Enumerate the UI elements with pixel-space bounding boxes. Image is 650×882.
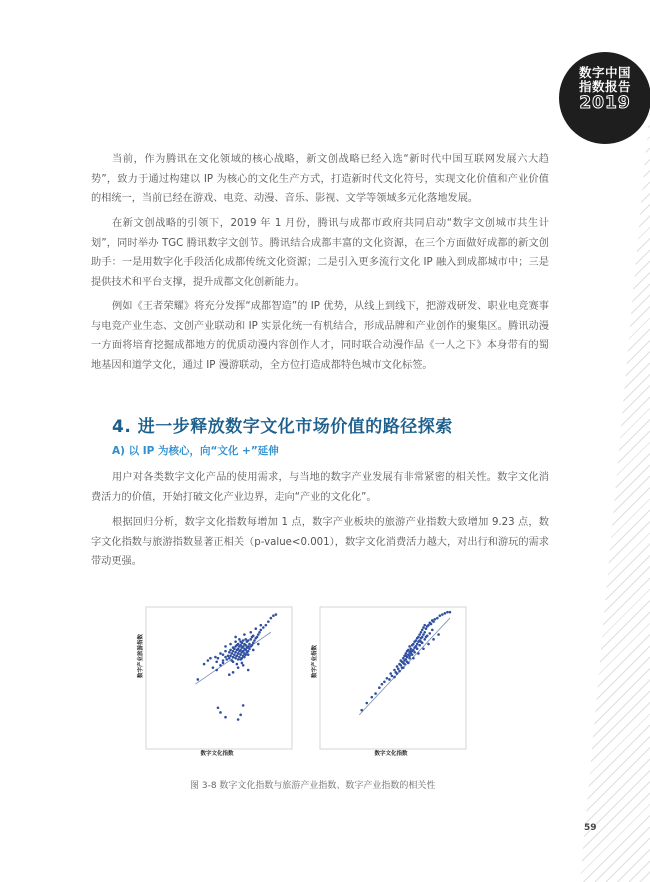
scatter-point xyxy=(247,653,250,656)
scatter-point xyxy=(402,657,405,660)
scatter-point xyxy=(257,633,260,636)
scatter-point xyxy=(222,653,225,656)
badge-title-line2: 指数报告 xyxy=(578,79,631,94)
scatter-point xyxy=(251,644,254,647)
scatter-point xyxy=(420,631,423,634)
scatter-point xyxy=(415,639,418,642)
scatter-point xyxy=(203,663,206,666)
scatter-point xyxy=(232,656,235,659)
paragraph-5: 根据回归分析，数字文化指数每增加 1 点，数字产业板块的旅游产业指数大致增加 9.23 点，数字文化指数与旅游指数显著正相关（p-value<0.001），数字文化消费活力越大，对出行和游玩的需求带动更强。 xyxy=(91,517,549,567)
scatter-point xyxy=(248,647,251,650)
scatter-point xyxy=(399,659,402,662)
scatter-point xyxy=(437,633,440,636)
scatter-point xyxy=(405,658,408,661)
scatter-point xyxy=(249,631,252,634)
scatter-point xyxy=(402,666,405,669)
report-badge xyxy=(559,52,650,144)
scatter-point xyxy=(242,639,245,642)
scatter-point xyxy=(234,636,237,639)
scatter-point xyxy=(224,656,227,659)
scatter-point xyxy=(441,613,444,616)
scatter-point xyxy=(237,652,240,655)
scatter-point xyxy=(237,666,240,669)
badge-year: 2019 xyxy=(579,93,631,113)
scatter-point xyxy=(381,683,384,686)
scatter-point xyxy=(256,636,259,639)
scatter-point xyxy=(360,709,363,712)
scatter-point xyxy=(436,617,439,620)
scatter-point xyxy=(396,672,399,675)
scatter-point xyxy=(444,612,447,615)
scatter-point xyxy=(237,647,240,650)
scatter-point xyxy=(257,643,260,646)
scatter-point xyxy=(416,643,419,646)
scatter-point xyxy=(232,671,235,674)
scatter-point xyxy=(252,649,255,652)
scatter-point xyxy=(228,651,231,654)
scatter-point xyxy=(389,672,392,675)
scatter-point xyxy=(219,652,222,655)
scatter-point xyxy=(434,618,437,621)
scatter-point xyxy=(242,650,245,653)
scatter-point xyxy=(217,657,220,660)
chart-frame xyxy=(146,607,292,749)
scatter-point xyxy=(242,664,245,667)
scatter-point xyxy=(272,614,275,617)
scatter-point xyxy=(229,655,232,658)
scatter-point xyxy=(427,624,430,627)
scatter-point xyxy=(421,636,424,639)
scatter-plot-tourism xyxy=(138,603,296,761)
scatter-point xyxy=(427,643,430,646)
scatter-point xyxy=(416,647,419,650)
scatter-point xyxy=(233,653,236,656)
scatter-point xyxy=(228,657,231,660)
scatter-point xyxy=(241,662,244,665)
scatter-point xyxy=(215,669,218,672)
scatter-point xyxy=(439,614,442,617)
scatter-point xyxy=(449,611,452,614)
scatter-point xyxy=(248,643,251,646)
scatter-point xyxy=(399,664,402,667)
scatter-point xyxy=(238,656,241,659)
scatter-point xyxy=(393,669,396,672)
scatter-point xyxy=(386,677,389,680)
scatter-point xyxy=(229,643,232,646)
scatter-point xyxy=(432,638,435,641)
scatter-point xyxy=(403,663,406,666)
scatter-point xyxy=(391,675,394,678)
scatter-point xyxy=(265,624,268,627)
scatter-point xyxy=(247,645,250,648)
scatter-point xyxy=(244,649,247,652)
scatter-point xyxy=(408,655,411,658)
scatter-point xyxy=(408,645,411,648)
scatter-point xyxy=(275,613,278,616)
scatter-point xyxy=(215,660,218,663)
scatter-point xyxy=(234,651,237,654)
scatter-point xyxy=(239,714,242,717)
scatter-point xyxy=(417,652,420,655)
scatter-point xyxy=(222,659,225,662)
scatter-point xyxy=(410,647,413,650)
chart-left-x-label: 数字文化指数 xyxy=(200,751,234,757)
badge-title-line1: 数字中国 xyxy=(578,65,631,80)
scatter-point xyxy=(236,663,239,666)
scatter-point xyxy=(243,656,246,659)
scatter-point xyxy=(224,645,227,648)
scatter-point xyxy=(249,638,252,641)
scatter-point xyxy=(365,702,368,705)
chart-frame xyxy=(320,607,466,749)
scatter-point xyxy=(237,658,240,661)
scatter-point xyxy=(418,644,421,647)
scatter-point xyxy=(267,620,270,623)
scatter-point xyxy=(244,653,247,656)
scatter-point xyxy=(225,658,228,661)
scatter-point xyxy=(238,638,241,641)
scatter-point xyxy=(421,629,424,632)
scatter-point xyxy=(222,662,225,665)
scatter-point xyxy=(417,636,420,639)
scatter-point xyxy=(232,660,235,663)
scatter-point xyxy=(217,706,220,709)
chart-right-y-label: 数字产业指数 xyxy=(312,644,318,678)
scatter-point xyxy=(407,662,410,665)
scatter-point xyxy=(383,681,386,684)
scatter-point xyxy=(243,633,246,636)
scatter-point xyxy=(260,629,263,632)
scatter-point xyxy=(219,664,222,667)
scatter-point xyxy=(411,653,414,656)
scatter-point xyxy=(239,658,242,661)
scatter-point xyxy=(412,657,415,660)
scatter-point xyxy=(212,666,215,669)
scatter-point xyxy=(234,640,237,643)
scatter-point xyxy=(412,649,415,652)
paragraph-4: 用户对各类数字文化产品的使用需求，与当地的数字产业发展有非常紧密的相关性。数字文化消费活力的价值，开始打破文化产业边界，走向“产业的文化化”。 xyxy=(91,472,549,503)
scatter-point xyxy=(413,651,416,654)
scatter-point xyxy=(260,624,263,627)
scatter-point xyxy=(207,659,210,662)
scatter-point xyxy=(425,636,428,639)
scatter-point xyxy=(242,704,245,707)
scatter-point xyxy=(224,650,227,653)
scatter-chart-tourism xyxy=(138,603,296,761)
scatter-point xyxy=(214,656,217,659)
scatter-point xyxy=(234,657,237,660)
scatter-point xyxy=(423,624,426,627)
scatter-point xyxy=(270,617,273,620)
scatter-point xyxy=(396,665,399,668)
scatter-point xyxy=(228,673,231,676)
scatter-point xyxy=(233,647,236,650)
scatter-point xyxy=(252,642,255,645)
scatter-point xyxy=(432,620,435,623)
scatter-point xyxy=(430,623,433,626)
scatter-point xyxy=(231,652,234,655)
scatter-point xyxy=(252,634,255,637)
scatter-point xyxy=(197,678,200,681)
scatter-point xyxy=(410,650,413,653)
scatter-point xyxy=(388,678,391,681)
scatter-point xyxy=(405,652,408,655)
scatter-point xyxy=(253,639,256,642)
paragraph-2: 在新文创战略的引领下，2019 年 1 月份，腾讯与成都市政府共同启动“数字文创城市共生计划”，同时举办 TGC 腾讯数字文创节。腾讯结合成都丰富的文化资源，在三个方面做好成都的新文创助手：一是用数字化手段活化成都传统文化资源；二是引入更多流行文化 IP 融入到成都城市中；三是提供技术和平台支撑，提升成都文化创新能力。 xyxy=(91,218,549,288)
paragraph-3: 例如《王者荣耀》将充分发挥“成都智造”的 IP 优势，从线上到线下，把游戏研发、职业电竞赛事与电竞产业生态、文创产业联动和 IP 实景化统一有机结合，形成品牌和产业创作的聚集区。腾讯动漫一方面将培育挖掘成都地方的优质动漫内容创作人才，同时联合动漫作品《一人之下》本身带有的蜀地基因和道学文化，通过 IP 漫游联动，全方位打造成都特色城市文化标签。 xyxy=(91,301,549,371)
chart-right-x-label: 数字文化指数 xyxy=(374,751,408,757)
scatter-point xyxy=(422,626,425,629)
scatter-point xyxy=(247,639,250,642)
scatter-point xyxy=(242,645,245,648)
paragraph-1: 当前，作为腾讯在文化领域的核心战略，新文创战略已经入选“新时代中国互联网发展六大趋势”，致力于通过构建以 IP 为核心的文化生产方式，打造新时代文化符号，实现文化价值和产业价值的相统一，当前已经在游戏、电竞、动漫、音乐、影视、文学等领域多元化落地发展。 xyxy=(91,154,549,204)
scatter-point xyxy=(239,649,242,652)
scatter-point xyxy=(420,640,423,643)
scatter-point xyxy=(239,644,242,647)
scatter-point xyxy=(378,686,381,689)
scatter-point xyxy=(262,626,265,629)
scatter-point xyxy=(254,627,257,630)
scatter-point xyxy=(425,627,428,630)
scatter-point xyxy=(422,647,425,650)
scatter-point xyxy=(405,655,408,658)
scatter-point xyxy=(418,633,421,636)
scatter-point xyxy=(415,645,418,648)
scatter-point xyxy=(227,655,230,658)
scatter-point xyxy=(244,638,247,641)
scatter-plot-digital-industry xyxy=(312,603,470,761)
trend-line xyxy=(359,618,450,715)
scatter-point xyxy=(241,642,244,645)
scatter-point xyxy=(423,631,426,634)
decorative-stripes xyxy=(558,105,650,882)
scatter-point xyxy=(393,676,396,679)
scatter-point xyxy=(371,696,374,699)
scatter-point xyxy=(247,669,250,672)
scatter-point xyxy=(224,716,227,719)
figure-caption: 图 3-8 数字文化指数与旅游产业指数、数字产业指数的相关性 xyxy=(190,781,436,791)
scatter-point xyxy=(219,711,222,714)
section-title: 4. 进一步释放数字文化市场价值的路径探索 xyxy=(112,417,453,437)
scatter-point xyxy=(258,631,261,634)
scatter-point xyxy=(422,633,425,636)
scatter-point xyxy=(244,644,247,647)
scatter-point xyxy=(239,653,242,656)
scatter-point xyxy=(374,692,377,695)
scatter-point xyxy=(229,649,232,652)
scatter-point xyxy=(408,657,411,660)
scatter-point xyxy=(397,668,400,671)
scatter-point xyxy=(423,638,426,641)
scatter-point xyxy=(247,650,250,653)
scatter-point xyxy=(446,611,449,614)
scatter-chart-digital-industry xyxy=(312,603,470,761)
scatter-point xyxy=(431,629,434,632)
scatter-point xyxy=(236,655,239,658)
chart-left-y-label: 数字产业旅游指数 xyxy=(138,633,144,678)
scatter-point xyxy=(398,670,401,673)
scatter-point xyxy=(237,718,240,721)
page-number: 59 xyxy=(584,823,597,833)
scatter-point xyxy=(237,643,240,646)
scatter-point xyxy=(232,650,235,653)
section-subheading: A) 以 IP 为核心，向“文化 +”延伸 xyxy=(112,445,279,457)
scatter-point xyxy=(407,649,410,652)
scatter-point xyxy=(428,632,431,635)
scatter-point xyxy=(209,657,212,660)
scatter-point xyxy=(412,643,415,646)
